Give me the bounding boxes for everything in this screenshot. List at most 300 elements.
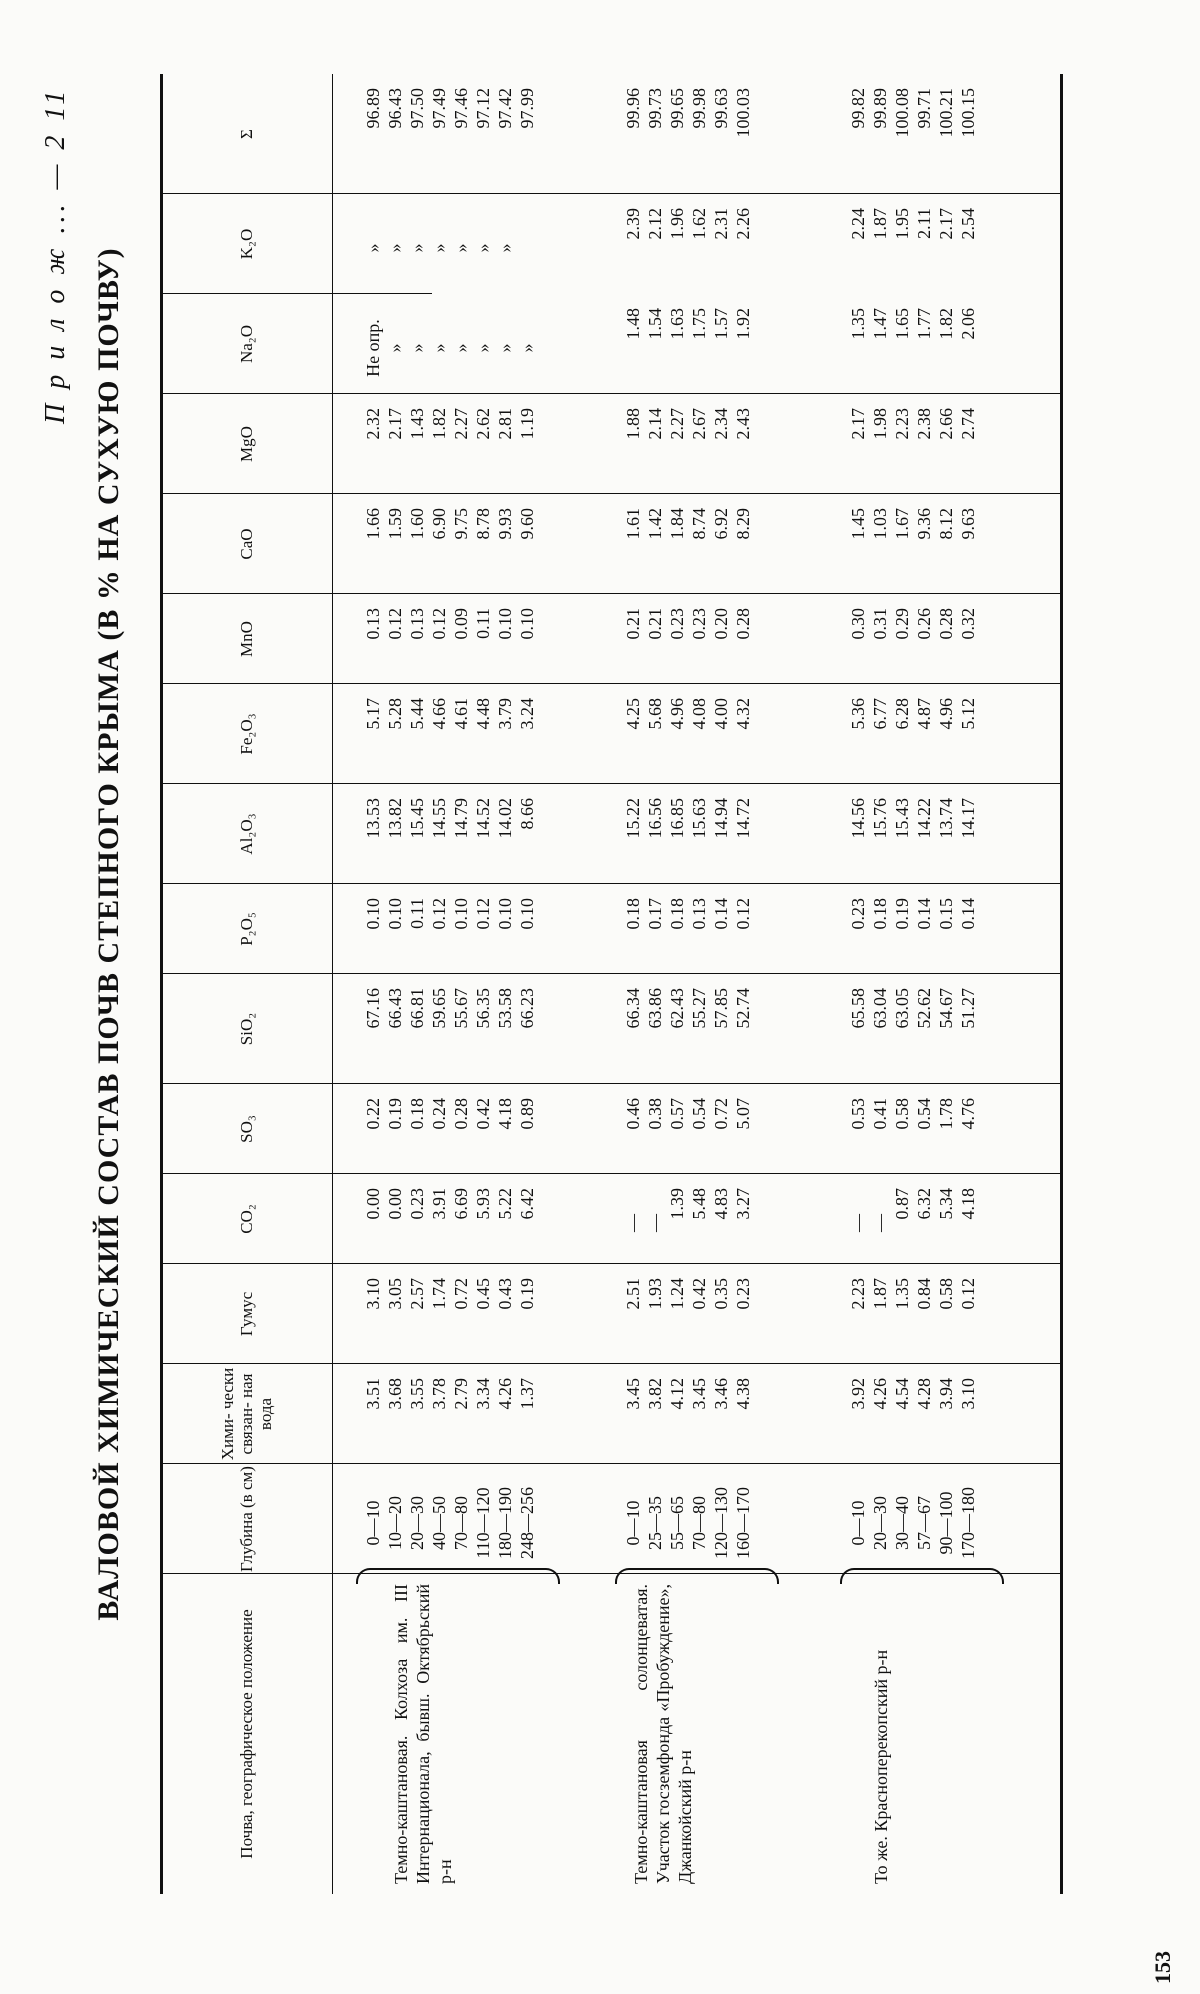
table-cell: 97.49 — [429, 88, 449, 129]
table-cell: 4.18 — [958, 1188, 978, 1220]
table-cell: 2.32 — [363, 408, 383, 440]
table-cell: 1.35 — [848, 308, 868, 340]
table-cell: 2.66 — [936, 408, 956, 440]
table-cell: 3.46 — [711, 1378, 731, 1410]
table-cell: 97.50 — [407, 88, 427, 129]
header-p2o5: P₂O₅ — [236, 912, 256, 946]
table-cell: » — [363, 243, 383, 253]
table-top-rule — [160, 74, 163, 1894]
table-cell: 20—30 — [870, 1496, 890, 1550]
table-cell: 2.79 — [451, 1378, 471, 1410]
table-cell: 9.36 — [914, 508, 934, 540]
table-cell: 4.28 — [914, 1378, 934, 1410]
table-cell: 0.10 — [495, 898, 515, 930]
table-cell: 0.87 — [892, 1188, 912, 1220]
column-water-group-2 — [622, 1378, 754, 1458]
column-co2-group-1 — [362, 1188, 538, 1258]
table-cell: 4.18 — [495, 1098, 515, 1130]
table-cell: 0.72 — [451, 1278, 471, 1310]
table-cell: 3.51 — [363, 1378, 383, 1410]
table-cell: 0.18 — [667, 898, 687, 930]
table-cell: 1.84 — [667, 508, 687, 540]
table-cell: 0.26 — [914, 608, 934, 640]
table-cell: 1.24 — [667, 1278, 687, 1310]
table-cell: — — [645, 1214, 665, 1232]
table-cell: 8.29 — [733, 508, 753, 540]
table-cell: 0.10 — [363, 898, 383, 930]
table-cell: 3.05 — [385, 1278, 405, 1310]
table-cell: 3.82 — [645, 1378, 665, 1410]
table-cell: 1.42 — [645, 508, 665, 540]
header-cao: CaO — [236, 528, 256, 560]
table-cell: 15.76 — [870, 798, 890, 839]
table-cell: 0.18 — [407, 1098, 427, 1130]
header-bottom-rule — [332, 74, 333, 1894]
table-cell: 0.29 — [892, 608, 912, 640]
table-cell: 100.15 — [958, 88, 978, 138]
table-cell: 16.56 — [645, 798, 665, 839]
table-cell: 1.59 — [385, 508, 405, 540]
table-cell: 2.14 — [645, 408, 665, 440]
column-so3-group-3 — [847, 1098, 979, 1168]
table-cell: 0.18 — [623, 898, 643, 930]
header-al2o3: Al₂O₃ — [236, 813, 256, 855]
table-cell: 1.87 — [870, 208, 890, 240]
column-sum-group-2 — [622, 88, 754, 188]
column-k2o-group-3 — [847, 208, 979, 288]
table-cell: 1.39 — [667, 1188, 687, 1220]
column-humus-group-2 — [622, 1278, 754, 1358]
column-sum-group-1 — [362, 88, 538, 188]
table-cell: 3.27 — [733, 1188, 753, 1220]
table-cell: 4.61 — [451, 698, 471, 730]
table-cell: 99.98 — [689, 88, 709, 129]
group-brace — [840, 1568, 1004, 1584]
table-cell: 0.23 — [848, 898, 868, 930]
table-cell: 6.69 — [451, 1188, 471, 1220]
table-cell: 63.04 — [870, 988, 890, 1029]
table-cell: 0.12 — [473, 898, 493, 930]
table-cell: 6.42 — [517, 1188, 537, 1220]
header-fe2o3: Fe₂O₃ — [236, 713, 256, 755]
table-cell: 97.12 — [473, 88, 493, 129]
table-cell: 1.62 — [689, 208, 709, 240]
table-cell: 4.76 — [958, 1098, 978, 1130]
group-brace — [356, 1568, 560, 1584]
table-cell: 70—80 — [451, 1496, 471, 1550]
appendix-label: П р и л о ж ... — 2 11 — [40, 86, 71, 424]
table-cell: 66.43 — [385, 988, 405, 1029]
table-cell: 99.71 — [914, 88, 934, 129]
table-cell: 0.41 — [870, 1098, 890, 1130]
table-cell: 63.86 — [645, 988, 665, 1029]
table-cell: 2.11 — [914, 208, 934, 239]
table-cell: 4.48 — [473, 698, 493, 730]
column-mno-group-1 — [362, 608, 538, 678]
table-cell: » — [429, 243, 449, 253]
table-cell: 0.35 — [711, 1278, 731, 1310]
table-cell: 0.14 — [914, 898, 934, 930]
column-divider — [332, 293, 432, 294]
table-cell: 13.53 — [363, 798, 383, 839]
column-cao-group-3 — [847, 508, 979, 588]
column-k2o-group-2 — [622, 208, 754, 288]
table-cell: 1.74 — [429, 1278, 449, 1310]
table-cell: 0.15 — [936, 898, 956, 930]
table-cell: 4.12 — [667, 1378, 687, 1410]
table-cell: 1.95 — [892, 208, 912, 240]
column-mgo-group-2 — [622, 408, 754, 488]
table-cell: 180—190 — [495, 1487, 515, 1559]
table-cell: 6.32 — [914, 1188, 934, 1220]
table-cell: 0.11 — [407, 898, 427, 929]
table-cell: 1.93 — [645, 1278, 665, 1310]
table-cell: 1.61 — [623, 508, 643, 540]
table-cell: 55.27 — [689, 988, 709, 1029]
table-cell: 14.72 — [733, 798, 753, 839]
table-cell: 1.66 — [363, 508, 383, 540]
table-cell: 70—80 — [689, 1496, 709, 1550]
table-cell: 3.45 — [623, 1378, 643, 1410]
table-cell: 0.10 — [495, 608, 515, 640]
table-cell: 0.23 — [407, 1188, 427, 1220]
table-cell: 0.14 — [711, 898, 731, 930]
table-cell: 110—120 — [473, 1487, 493, 1559]
table-cell: 62.43 — [667, 988, 687, 1029]
table-cell: 14.22 — [914, 798, 934, 839]
column-co2-group-2 — [622, 1188, 754, 1258]
table-cell: 0.17 — [645, 898, 665, 930]
table-cell: 1.57 — [711, 308, 731, 340]
table-cell: 52.74 — [733, 988, 753, 1029]
table-cell: 55.67 — [451, 988, 471, 1029]
column-p2o5-group-1 — [362, 898, 538, 968]
table-cell: 0.54 — [689, 1098, 709, 1130]
table-cell: 0.09 — [451, 608, 471, 640]
table-cell: 100.21 — [936, 88, 956, 138]
table-cell: 3.55 — [407, 1378, 427, 1410]
column-so3-group-1 — [362, 1098, 538, 1168]
table-cell: 66.34 — [623, 988, 643, 1029]
table-cell: 53.58 — [495, 988, 515, 1029]
table-cell: 6.92 — [711, 508, 731, 540]
table-cell: 99.65 — [667, 88, 687, 129]
table-cell: 97.99 — [517, 88, 537, 129]
table-cell: 0.57 — [667, 1098, 687, 1130]
column-depth-group-1 — [362, 1478, 538, 1568]
table-cell: 4.00 — [711, 698, 731, 730]
table-cell: 1.82 — [936, 308, 956, 340]
table-cell: 3.94 — [936, 1378, 956, 1410]
table-cell: 52.62 — [914, 988, 934, 1029]
table-cell: 1.82 — [429, 408, 449, 440]
header-mno: MnO — [236, 621, 256, 657]
table-cell: 1.45 — [848, 508, 868, 540]
table-cell: 0.10 — [451, 898, 471, 930]
table-cell: 3.91 — [429, 1188, 449, 1220]
table-cell: 57.85 — [711, 988, 731, 1029]
table-cell: 4.96 — [667, 698, 687, 730]
table-cell: 0.30 — [848, 608, 868, 640]
table-cell: 4.87 — [914, 698, 934, 730]
table-cell: 4.66 — [429, 698, 449, 730]
table-cell: 66.23 — [517, 988, 537, 1029]
table-cell: 0.23 — [689, 608, 709, 640]
table-cell: 4.83 — [711, 1188, 731, 1220]
table-cell: 100.03 — [733, 88, 753, 138]
column-cao-group-2 — [622, 508, 754, 588]
table-cell: 5.22 — [495, 1188, 515, 1220]
table-cell: 2.27 — [667, 408, 687, 440]
table-cell: 99.82 — [848, 88, 868, 129]
table-cell: 14.52 — [473, 798, 493, 839]
table-cell: 0.72 — [711, 1098, 731, 1130]
column-mgo-group-1 — [362, 408, 538, 488]
table-cell: — — [848, 1214, 868, 1232]
column-humus-group-3 — [847, 1278, 979, 1358]
table-cell: 4.08 — [689, 698, 709, 730]
table-cell: 1.43 — [407, 408, 427, 440]
table-cell: » — [407, 243, 427, 253]
table-cell: 3.34 — [473, 1378, 493, 1410]
table-cell: 1.54 — [645, 308, 665, 340]
column-humus-group-1 — [362, 1278, 538, 1358]
table-cell: 9.93 — [495, 508, 515, 540]
table-cell: 248—256 — [517, 1487, 537, 1559]
column-mno-group-3 — [847, 608, 979, 678]
table-cell: 1.87 — [870, 1278, 890, 1310]
table-cell: » — [385, 243, 405, 253]
table-cell: 2.23 — [848, 1278, 868, 1310]
table-cell: 0.14 — [958, 898, 978, 930]
table-cell: 170—180 — [958, 1487, 978, 1559]
table-cell: 1.48 — [623, 308, 643, 340]
table-cell: 5.12 — [958, 698, 978, 730]
header-humus: Гумус — [236, 1291, 256, 1337]
soil-description-2: Темно-каштановая солонцеватая. Участок госземфонда «Пробуждение», Джанкойский р-н — [631, 1584, 695, 1884]
table-cell: 2.38 — [914, 408, 934, 440]
table-cell: 5.44 — [407, 698, 427, 730]
table-cell: » — [385, 343, 405, 353]
column-sio2-group-3 — [847, 988, 979, 1078]
table-cell: 90—100 — [936, 1491, 956, 1555]
table-cell: 54.67 — [936, 988, 956, 1029]
table-cell: 2.06 — [958, 308, 978, 340]
table-cell: 1.98 — [870, 408, 890, 440]
column-p2o5-group-3 — [847, 898, 979, 968]
column-k2o-group-1 — [362, 208, 516, 288]
column-co2-group-3 — [847, 1188, 979, 1258]
table-cell: 57—67 — [914, 1496, 934, 1550]
table-cell: 9.60 — [517, 508, 537, 540]
table-cell: 0.24 — [429, 1098, 449, 1130]
table-cell: 2.17 — [848, 408, 868, 440]
column-water-group-3 — [847, 1378, 979, 1458]
table-cell: 16.85 — [667, 798, 687, 839]
table-cell: 4.54 — [892, 1378, 912, 1410]
table-cell: 0.53 — [848, 1098, 868, 1130]
table-cell: 5.68 — [645, 698, 665, 730]
table-cell: 160—170 — [733, 1487, 753, 1559]
table-cell: 14.56 — [848, 798, 868, 839]
table-cell: — — [870, 1214, 890, 1232]
header-soil: Почва, географическое положение — [236, 1609, 256, 1859]
table-cell: 99.63 — [711, 88, 731, 129]
table-cell: » — [429, 343, 449, 353]
table-cell: 0.46 — [623, 1098, 643, 1130]
header-co2: CO₂ — [236, 1204, 256, 1234]
table-cell: 3.92 — [848, 1378, 868, 1410]
table-cell: 0.13 — [363, 608, 383, 640]
table-cell: » — [451, 243, 471, 253]
table-cell: 5.48 — [689, 1188, 709, 1220]
table-cell: 3.68 — [385, 1378, 405, 1410]
table-cell: 0.12 — [958, 1278, 978, 1310]
table-cell: 2.17 — [936, 208, 956, 240]
table-cell: 63.05 — [892, 988, 912, 1029]
table-cell: 0.58 — [936, 1278, 956, 1310]
table-cell: 4.26 — [870, 1378, 890, 1410]
table-cell: » — [473, 243, 493, 253]
table-cell: 2.57 — [407, 1278, 427, 1310]
table-cell: 1.35 — [892, 1278, 912, 1310]
soil-description-1: Темно-каштановая. Колхоза им. III Интернационала, бывш. Октябрьский р-н — [391, 1584, 455, 1884]
table-cell: 4.26 — [495, 1378, 515, 1410]
column-sum-group-3 — [847, 88, 979, 188]
header-sio2: SiO₂ — [236, 1012, 256, 1046]
table-cell: 6.77 — [870, 698, 890, 730]
column-sio2-group-1 — [362, 988, 538, 1078]
table-cell: 0.28 — [733, 608, 753, 640]
table-cell: 96.43 — [385, 88, 405, 129]
table-cell: 1.67 — [892, 508, 912, 540]
column-mgo-group-3 — [847, 408, 979, 488]
table-cell: 2.62 — [473, 408, 493, 440]
table-cell: 100.08 — [892, 88, 912, 138]
table-cell: » — [451, 343, 471, 353]
table-cell: 0.13 — [407, 608, 427, 640]
table-cell: 51.27 — [958, 988, 978, 1029]
table-cell: 15.22 — [623, 798, 643, 839]
table-cell: 0.84 — [914, 1278, 934, 1310]
table-cell: 2.39 — [623, 208, 643, 240]
table-cell: 0.19 — [517, 1278, 537, 1310]
table-cell: 0.20 — [711, 608, 731, 640]
table-cell: » — [495, 243, 515, 253]
table-cell: 4.25 — [623, 698, 643, 730]
table-cell: 97.42 — [495, 88, 515, 129]
table-cell: 0.11 — [473, 608, 493, 639]
table-cell: 0.10 — [385, 898, 405, 930]
table-cell: 2.34 — [711, 408, 731, 440]
table-cell: 1.65 — [892, 308, 912, 340]
table-cell: 99.73 — [645, 88, 665, 129]
table-cell: 8.66 — [517, 798, 537, 830]
table-cell: 0.23 — [667, 608, 687, 640]
table-cell: 1.77 — [914, 308, 934, 340]
table-cell: 2.27 — [451, 408, 471, 440]
table-cell: 3.78 — [429, 1378, 449, 1410]
table-cell: 66.81 — [407, 988, 427, 1029]
table-cell: 15.63 — [689, 798, 709, 839]
table-cell: 0.58 — [892, 1098, 912, 1130]
column-na2o-group-2 — [622, 308, 754, 388]
table-cell: 1.88 — [623, 408, 643, 440]
table-cell: 5.17 — [363, 698, 383, 730]
table-cell: 0.19 — [385, 1098, 405, 1130]
table-cell: 40—50 — [429, 1496, 449, 1550]
column-depth-group-2 — [622, 1478, 754, 1568]
table-cell: 0.28 — [451, 1098, 471, 1130]
table-cell: 3.45 — [689, 1378, 709, 1410]
table-cell: 1.63 — [667, 308, 687, 340]
header-depth: Глубина (в см) — [236, 1466, 256, 1572]
column-cao-group-1 — [362, 508, 538, 588]
table-cell: 3.24 — [517, 698, 537, 730]
table-cell: 3.79 — [495, 698, 515, 730]
group-brace — [615, 1568, 779, 1584]
table-cell: 55—65 — [667, 1496, 687, 1550]
table-cell: 0.10 — [517, 608, 537, 640]
column-depth-group-3 — [847, 1478, 979, 1568]
table-cell: » — [407, 343, 427, 353]
table-cell: 0.12 — [429, 608, 449, 640]
table-cell: 1.78 — [936, 1098, 956, 1130]
table-cell: Не опр. — [363, 319, 383, 377]
table-cell: 6.90 — [429, 508, 449, 540]
soil-description-3: То же. Красноперекопский р-н — [871, 1649, 891, 1884]
table-cell: 0.38 — [645, 1098, 665, 1130]
table-cell: 99.96 — [623, 88, 643, 129]
table-cell: 5.28 — [385, 698, 405, 730]
table-cell: 5.07 — [733, 1098, 753, 1130]
header-k2o: K₂O — [236, 228, 256, 260]
header-sum: Σ — [236, 129, 256, 139]
table-cell: 5.93 — [473, 1188, 493, 1220]
column-na2o-group-3 — [847, 308, 979, 388]
table-cell: — — [623, 1214, 643, 1232]
table-cell: 0.31 — [870, 608, 890, 640]
column-al2o3-group-1 — [362, 798, 538, 878]
table-cell: 6.28 — [892, 698, 912, 730]
table-cell: 0.89 — [517, 1098, 537, 1130]
column-so3-group-2 — [622, 1098, 754, 1168]
table-cell: 67.16 — [363, 988, 383, 1029]
table-cell: 0—10 — [848, 1500, 868, 1546]
table-cell: 0.43 — [495, 1278, 515, 1310]
table-cell: 0.19 — [892, 898, 912, 930]
column-p2o5-group-2 — [622, 898, 754, 968]
table-cell: 0.28 — [936, 608, 956, 640]
table-cell: 0—10 — [623, 1500, 643, 1546]
chemical-composition-table — [160, 74, 1060, 1894]
table-cell: 96.89 — [363, 88, 383, 129]
table-cell: 0.42 — [473, 1098, 493, 1130]
column-na2o-group-1 — [362, 308, 538, 388]
table-cell: 1.19 — [517, 408, 537, 440]
table-cell: 8.12 — [936, 508, 956, 540]
table-cell: 10—20 — [385, 1496, 405, 1550]
table-cell: 2.54 — [958, 208, 978, 240]
table-cell: 2.23 — [892, 408, 912, 440]
table-cell: 59.65 — [429, 988, 449, 1029]
column-fe2o3-group-3 — [847, 698, 979, 778]
table-cell: 4.32 — [733, 698, 753, 730]
table-cell: 8.74 — [689, 508, 709, 540]
table-cell: 0.23 — [733, 1278, 753, 1310]
table-cell: 2.26 — [733, 208, 753, 240]
column-fe2o3-group-2 — [622, 698, 754, 778]
